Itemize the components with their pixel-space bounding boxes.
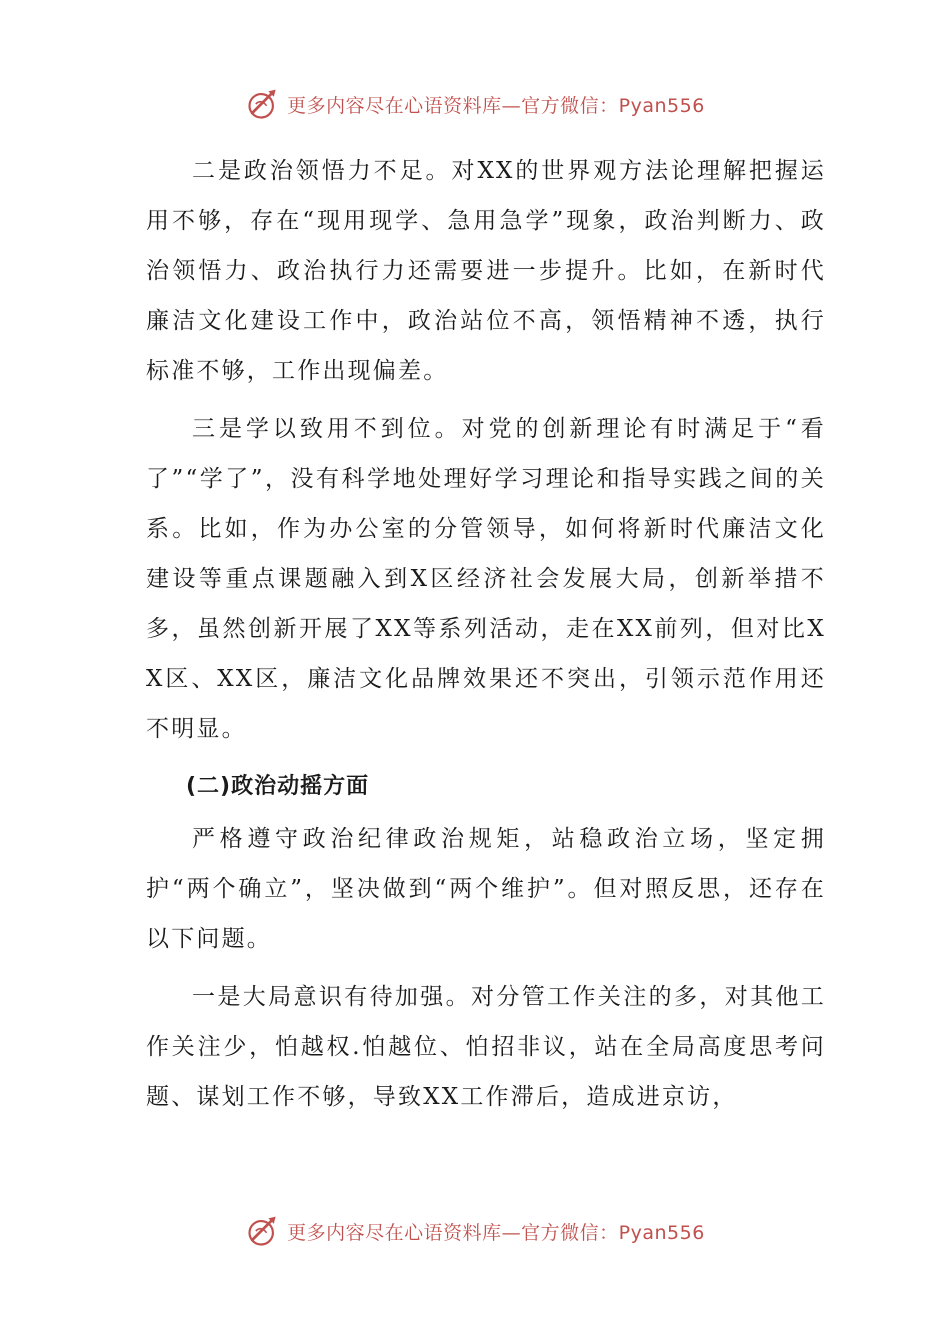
paragraph: 一是大局意识有待加强。对分管工作关注的多，对其他工作关注少，怕越权.怕越位、怕招非议，站在全局高度思考问题、谋划工作不够，导致XX工作滞后，造成进京访， [146,984,826,1110]
pen-circle-logo-icon [245,1213,281,1249]
paragraph: 三是学以致用不到位。对党的创新理论有时满足于“看了”“学了”，没有科学地处理好学习理论和指导实践之间的关系。比如，作为办公室的分管领导，如何将新时代廉洁文化建设等重点课题融入到X区经济社会发展大局，创新举措不多，虽然创新开展了XX等系列活动，走在XX前列，但对比XX区、XX区，廉洁文化品牌效果还不突出，引领示范作用还不明显。 [146,416,826,742]
watermark-wechat-id: Pyan556 [618,94,705,117]
watermark-text: 更多内容尽在心语资料库—官方微信：Pyan556 [287,1221,705,1244]
paragraph: 二是政治领悟力不足。对XX的世界观方法论理解把握运用不够，存在“现用现学、急用急学”现象，政治判断力、政治领悟力、政治执行力还需要进一步提升。比如，在新时代廉洁文化建设工作中，政治站位不高，领悟精神不透，执行标准不够，工作出现偏差。 [146,158,826,384]
watermark-text: 更多内容尽在心语资料库—官方微信：Pyan556 [287,94,705,117]
section-heading: (二)政治动摇方面 [186,774,370,799]
document-body [146,146,826,1130]
header-watermark [0,84,950,124]
footer-watermark [0,1211,950,1251]
pen-circle-logo-icon [245,86,281,122]
watermark-wechat-id: Pyan556 [618,1221,705,1244]
paragraph: 严格遵守政治纪律政治规矩，站稳政治立场，坚定拥护“两个确立”，坚决做到“两个维护”。但对照反思，还存在以下问题。 [146,826,826,952]
